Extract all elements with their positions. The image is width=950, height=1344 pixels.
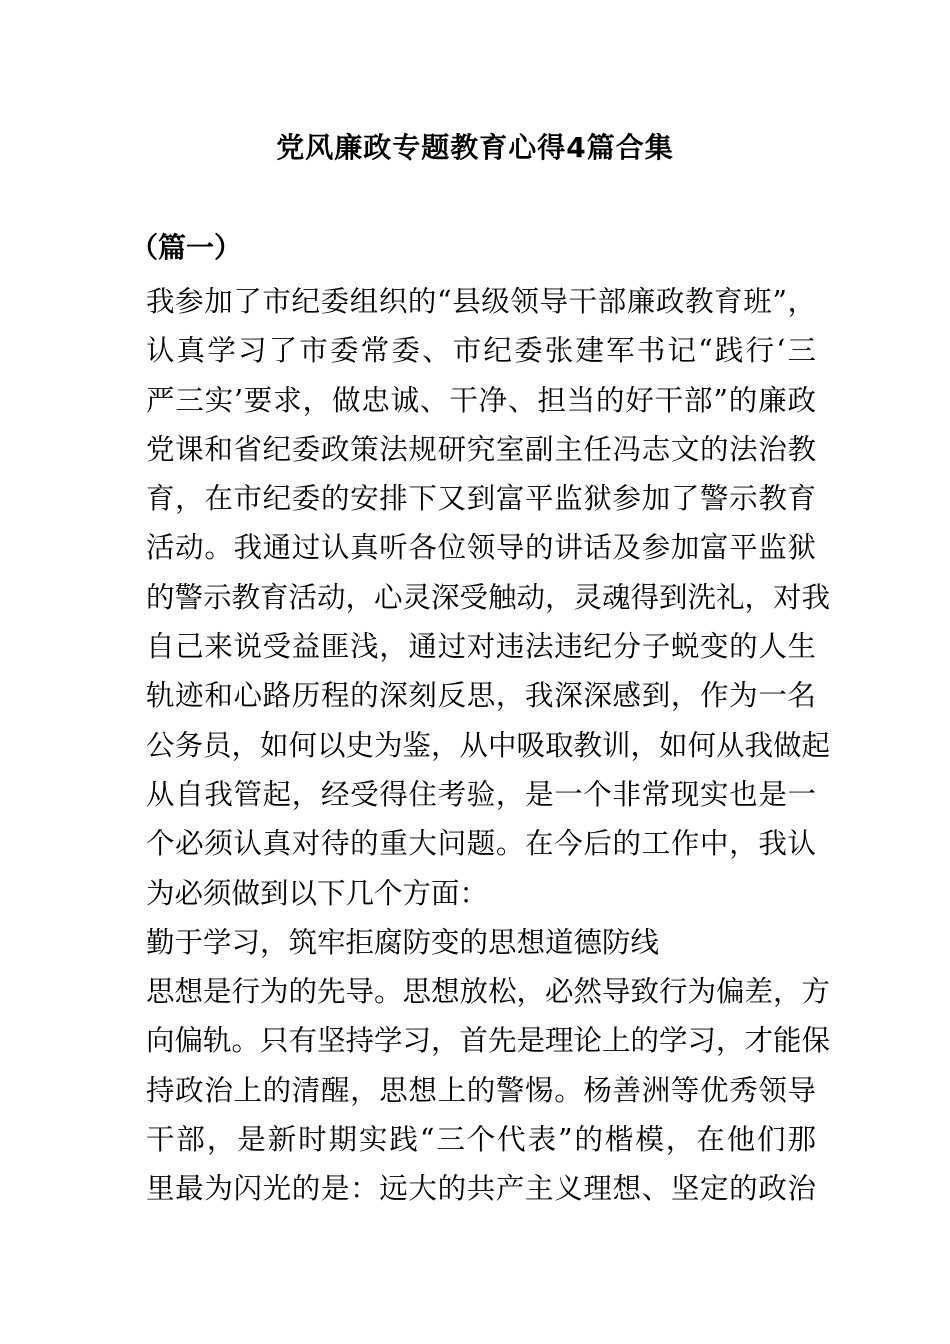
text-line: 思想是行为的先导。思想放松，必然导致行为偏差，方 bbox=[146, 975, 831, 1009]
text-line: 活动。我通过认真听各位领导的讲话及参加富平监狱 bbox=[146, 531, 816, 565]
text-line: 的警示教育活动，心灵深受触动，灵魂得到洗礼，对我 bbox=[146, 580, 831, 614]
text-line: 个必须认真对待的重大问题。在今后的工作中，我认 bbox=[146, 827, 816, 861]
text-line: 我参加了市纪委组织的“县级领导干部廉政教育班”， bbox=[146, 285, 816, 318]
text-line: 公务员，如何以史为鉴，从中吸取教训，如何从我做起 bbox=[146, 728, 831, 762]
section-heading: （篇一） bbox=[130, 231, 243, 264]
text-line: 干部，是新时期实践“三个代表”的楷模，在他们那 bbox=[146, 1123, 816, 1157]
text-line: 为必须做到以下几个方面： bbox=[146, 876, 489, 910]
text-line: 从自我管起，经受得住考验，是一个非常现实也是一 bbox=[146, 777, 816, 811]
text-line: 轨迹和心路历程的深刻反思，我深深感到，作为一名 bbox=[146, 679, 816, 713]
text-line: 持政治上的清醒，思想上的警惕。杨善洲等优秀领导 bbox=[146, 1073, 816, 1107]
text-line: 育，在市纪委的安排下又到富平监狱参加了警示教育 bbox=[146, 482, 816, 516]
body-text bbox=[146, 277, 831, 1214]
subheading-line: 勤于学习，筑牢拒腐防变的思想道德防线 bbox=[146, 925, 660, 959]
document-title: 党风廉政专题教育心得4篇合集 bbox=[276, 131, 674, 164]
text-line: 里最为闪光的是：远大的共产主义理想、坚定的政治 bbox=[146, 1172, 816, 1206]
text-line: 向偏轨。只有坚持学习，首先是理论上的学习，才能保 bbox=[146, 1024, 831, 1058]
text-line: 党课和省纪委政策法规研究室副主任冯志文的法治教 bbox=[146, 432, 816, 466]
text-line: 认真学习了市委常委、市纪委张建军书记“践行‘三 bbox=[146, 334, 816, 368]
text-line: 自己来说受益匪浅，通过对违法违纪分子蜕变的人生 bbox=[146, 630, 816, 664]
text-line: 严三实’要求，做忠诚、干净、担当的好干部”的廉政 bbox=[146, 383, 816, 417]
